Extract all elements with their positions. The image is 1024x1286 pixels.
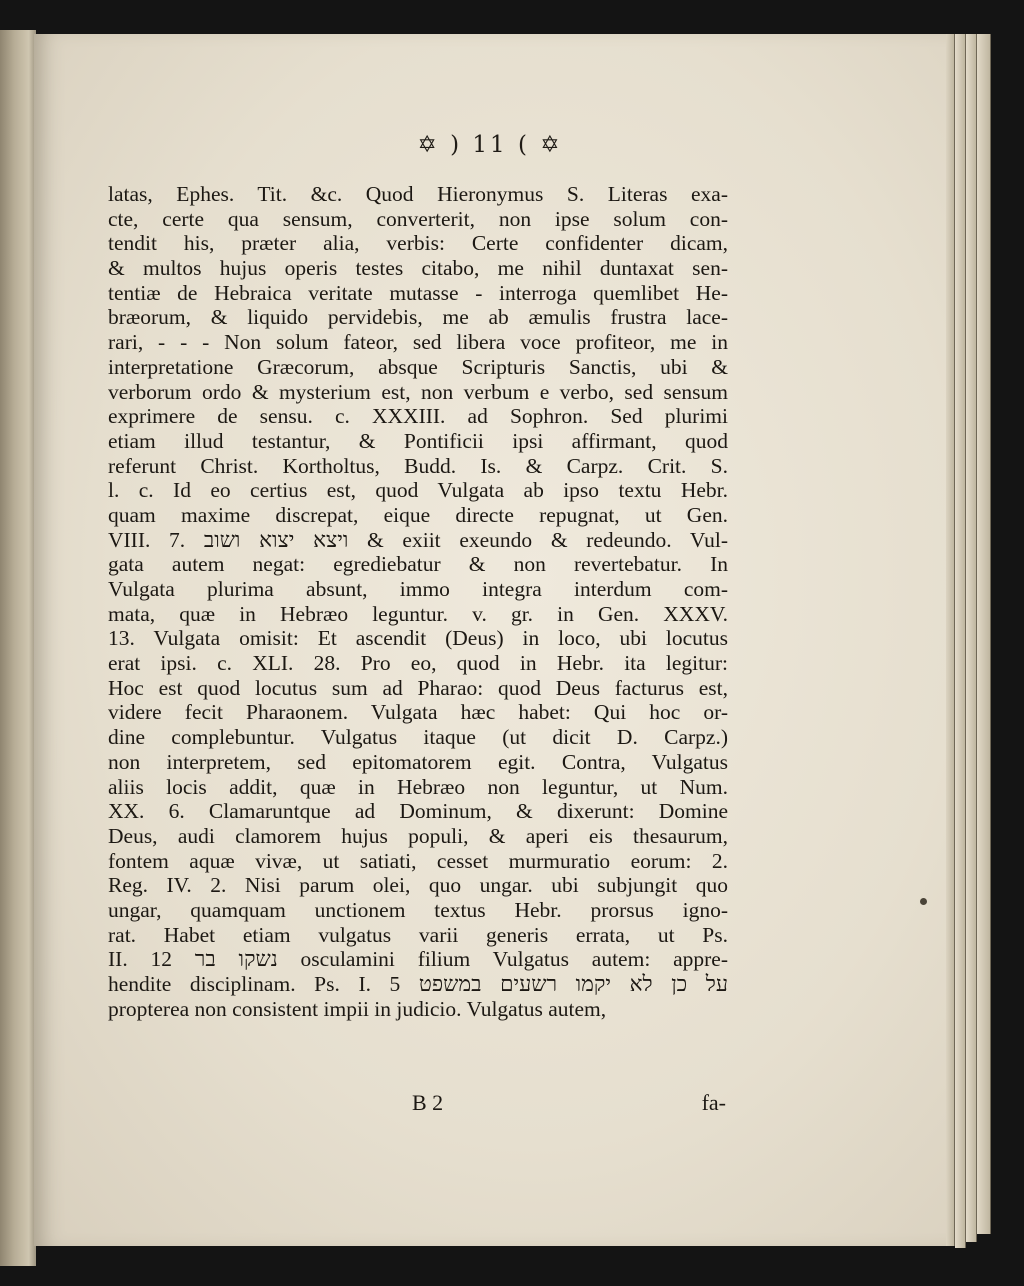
text-line: rari, - - - Non solum fateor, sed libera voce profiteor, me in [108, 330, 728, 355]
text-line: XX. 6. Clamaruntque ad Dominum, & dixerunt: Domine [108, 799, 728, 824]
text-line: quam maxime discrepat, eique directe repugnat, ut Gen. [108, 502, 728, 527]
page-edge [955, 34, 966, 1248]
text-line: VIII. 7. ויצא יצוא ושוב & exiit exeundo & redeundo. Vul- [108, 527, 728, 552]
text-line: tendit his, præter alia, verbis: Certe confidenter dicam, [108, 231, 728, 256]
book-page [34, 34, 946, 1246]
catchword: fa- [701, 1090, 726, 1115]
text-line: Reg. IV. 2. Nisi parum olei, quo ungar. ubi subjungit quo [108, 873, 728, 898]
text-line: l. c. Id eo certius est, quod Vulgata ab ipso textu Hebr. [108, 478, 728, 503]
text-line: interpretatione Græcorum, absque Scripturis Sanctis, ubi & [108, 354, 728, 379]
text-line: tentiæ de Hebraica veritate mutasse - interroga quemlibet He- [108, 280, 728, 305]
body-text [108, 182, 728, 1021]
text-line: Deus, audi clamorem hujus populi, & aperi eis thesaurum, [108, 823, 728, 848]
text-line: & multos hujus operis testes citabo, me nihil duntaxat sen- [108, 256, 728, 281]
text-line: non interpretem, sed epitomatorem egit. Contra, Vulgatus [108, 749, 728, 774]
text-line: gata autem negat: egrediebatur & non revertebatur. In [108, 552, 728, 577]
text-line: etiam illud testantur, & Pontificii ipsi affirmant, quod [108, 428, 728, 453]
text-line: referunt Christ. Kortholtus, Budd. Is. & Carpz. Crit. S. [108, 453, 728, 478]
text-line: hendite disciplinam. Ps. I. 5 על כן לא יקמו רשעים במשפט [108, 972, 728, 996]
text-line: erat ipsi. c. XLI. 28. Pro eo, quod in Hebr. ita legitur: [108, 651, 728, 676]
text-line: latas, Ephes. Tit. &c. Quod Hieronymus S. Literas exa- [108, 182, 728, 206]
page-edge [976, 34, 991, 1234]
text-line: II. 12 נשקו בר osculamini filium Vulgatus autem: appre- [108, 947, 728, 972]
text-line: fontem aquæ vivæ, ut satiati, cesset murmuratio eorum: 2. [108, 848, 728, 873]
page-edge [966, 34, 977, 1242]
text-line: bræorum, & liquido pervidebis, me ab æmulis frustra lace- [108, 305, 728, 330]
text-line: dine complebuntur. Vulgatus itaque (ut dicit D. Carpz.) [108, 725, 728, 750]
text-line: aliis locis addit, quæ in Hebræo non leguntur, ut Num. [108, 774, 728, 799]
facing-page-edge [0, 30, 36, 1266]
text-line: 13. Vulgata omisit: Et ascendit (Deus) in loco, ubi locutus [108, 626, 728, 651]
text-line: verborum ordo & mysterium est, non verbum e verbo, sed sensum [108, 379, 728, 404]
page-header: ✡ ) 11 ( ✡ [417, 132, 563, 158]
text-line: videre fecit Pharaonem. Vulgata hæc habet: Qui hoc or- [108, 700, 728, 725]
text-line: Hoc est quod locutus sum ad Pharao: quod Deus facturus est, [108, 675, 728, 700]
text-line: mata, quæ in Hebræo leguntur. v. gr. in Gen. XXXV. [108, 601, 728, 626]
paper-blemish [920, 898, 927, 905]
text-line: ungar, quamquam unctionem textus Hebr. prorsus igno- [108, 897, 728, 922]
text-line: exprimere de sensu. c. XXXIII. ad Sophron. Sed plurimi [108, 404, 728, 429]
text-line: cte, certe qua sensum, converterit, non ipse solum con- [108, 206, 728, 231]
text-line: Vulgata plurima absunt, immo integra interdum com- [108, 577, 728, 601]
text-line: rat. Habet etiam vulgatus varii generis errata, ut Ps. [108, 922, 728, 947]
signature-mark: B 2 [412, 1090, 444, 1115]
text-line: propterea non consistent impii in judicio. Vulgatus autem, [108, 996, 607, 1021]
